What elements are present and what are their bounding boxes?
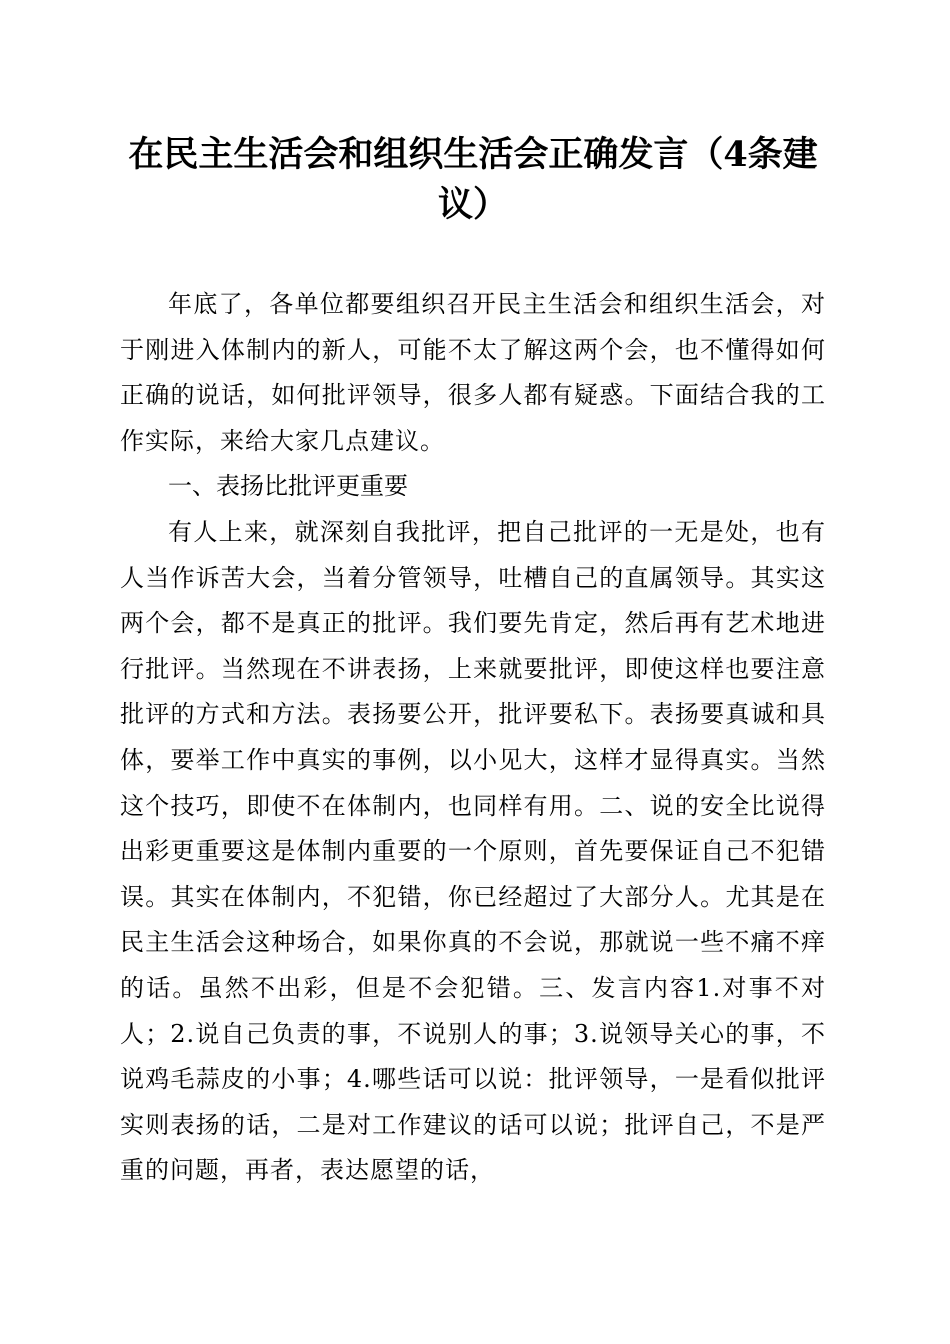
document-title: 在民主生活会和组织生活会正确发言（4条建议）	[128, 134, 818, 225]
intro-paragraph: 年底了，各单位都要组织召开民主生活会和组织生活会，对于刚进入体制内的新人，可能不太了解这两个会，也不懂得如何正确的说话，如何批评领导，很多人都有疑惑。下面结合我的工作实际，来给大家几点建议。	[120, 290, 826, 455]
section-heading-1: 一、表扬比批评更重要	[168, 472, 408, 501]
body-paragraph: 有人上来，就深刻自我批评，把自己批评的一无是处，也有人当作诉苦大会，当着分管领导，吐槽自己的直属领导。其实这两个会，都不是真正的批评。我们要先肯定，然后再有艺术地进行批评。当然现在不讲表扬，上来就要批评，即使这样也要注意批评的方式和方法。表扬要公开，批评要私下。表扬要真诚和具体，要举工作中真实的事例，以小见大，这样才显得真实。当然这个技巧，即使不在体制内，也同样有用。二、说的安全比说得出彩更重要这是体制内重要的一个原则，首先要保证自己不犯错误。其实在体制内，不犯错，你已经超过了大部分人。尤其是在民主生活会这种场合，如果你真的不会说，那就说一些不痛不痒的话。虽然不出彩，但是不会犯错。三、发言内容1.对事不对人；2.说自己负责的事，不说别人的事；3.说领导关心的事，不说鸡毛蒜皮的小事；4.哪些话可以说：批评领导，一是看似批评实则表扬的话，二是对工作建议的话可以说；批评自己，不是严重的问题，再者，表达愿望的话，	[120, 517, 826, 1185]
document-page	[120, 130, 826, 1194]
